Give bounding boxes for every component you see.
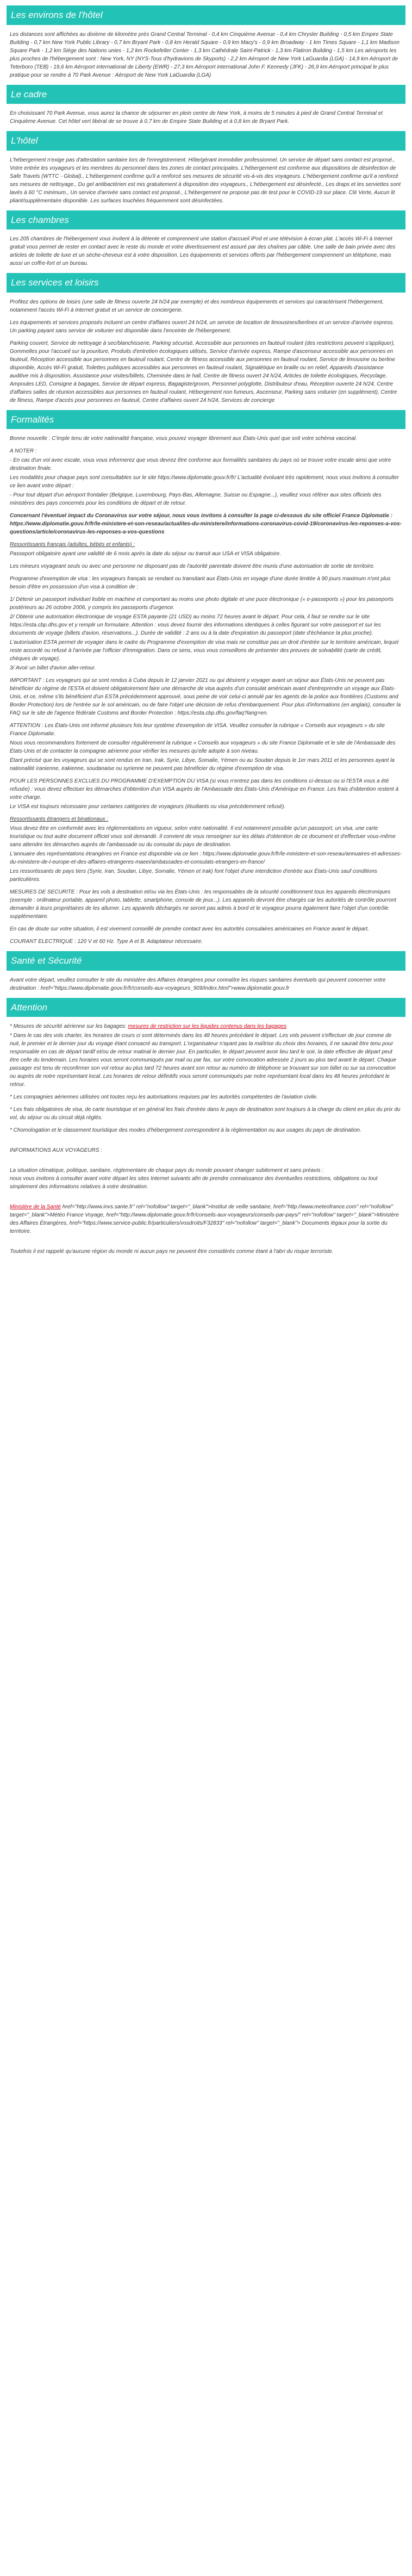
- important-line: POUR LES PERSONNES EXCLUES DU PROGRAMME D'EXEMPTION DU VISA (si vous n'entrez pas dans les conditions ci-dessus ou si l'ESTA vous a été refusée) : vous devez effectuer les démarches d'obtention d'un VISA auprès de l'Ambassade des États-Unis d'Amérique en France. Les frais d'obtention restent à votre charge.: [10, 778, 399, 800]
- links-text: href="http://www.invs.sante.fr" rel="nofollow" target="_blank">Institut de veille sanitaire, href="http://www.meteofrance.com" rel="nofollow" target="_blank">Météo France Voyage, href="http://www.diplomatie.gouv.fr/fr/conseils-aux-voyageurs/conseils-par-pays/" rel="nofollow" target="_blank">Ministère des Affaires Étrangères, href="https://www.service-public.fr/particuliers/vosdroits/F32833" rel="nofollow" target="_blank"> Documents légaux pour la sortie du territoire.: [10, 1204, 399, 1234]
- section-chambres: [7, 210, 405, 268]
- section-sante: [7, 951, 405, 992]
- section-attention: [7, 998, 405, 1256]
- foreign-line: Les ressortissants de pays tiers (Syrie, Iran, Soudan, Libye, Somalie, Yémen et Irak) font l'objet d'une interdiction d'entrée aux États-Unis sauf conditions particulières.: [10, 868, 377, 883]
- notice-line: - En cas d'un vol avec escale, vous vous informerez que vous devrez être conforme aux formalités sanitaires du pays où se trouve votre escale ainsi que votre destination finale.: [10, 457, 391, 471]
- attention-baggage-prefix: * Mesures de sécurité aérienne sur les bagages:: [10, 1023, 128, 1029]
- chambres-paragraph: Les 205 chambres de l'hébergement vous invitent à la détente et comprennent une station d'accueil iPod et une télévision à écran plat. L'accès Wi-Fi à Internet gratuit vous permet de rester en contact avec le reste du monde et votre divertissement est assuré par des chaînes par câble. Une salle de bain privée avec des articles de toilette de luxe et un sèche-cheveux est à votre disposition. Les équipements et services offerts par l'hébergement comprennent un téléphone, mais aussi un coffre-fort et un bureau.: [10, 236, 396, 266]
- attention-line: * Dans le cas des vols charter, les horaires de cours ci sont déterminés dans les 48 heures précédant le départ. Les vols peuvent s'effectuer de jour comme de nuit, le premier et le dernier jour du voyage étant consacré au transport. L'organisateur n'ayant pas la maîtrise du choix des horaires, il ne saurait être tenu pour responsable en cas de départ tardif et/ou de retour matinal le dernier jour. En particulier, le départ peuvent avoir lieu tard le soir, la date effective de départ peut être celle du lendemain. Les horaires vous seront communiqués par mail ou par fax, sur votre convocation adressée 2 jours au plus tard avant le départ. Chaque passager est tenu de reconfirmer son vol retour au plus tard 72 heures avant son retour au numéro de téléphone se trouvant sur son billet ou sur sa convocation ou auprès de notre représentant local. Les horaires de retour définitifs vous seront communiqués par notre représentant local dans les 48 heures précédant le retour.: [10, 1033, 396, 1088]
- section-title-formalites: Formalités: [7, 410, 405, 430]
- formalites-intro: Bonne nouvelle : C'imple tenu de votre nationalité française, vous pouvez voyager librement aux États-Unis quel que soit votre schéma vaccinal.: [10, 436, 357, 442]
- section-title-sante: Santé et Sécurité: [7, 951, 405, 971]
- ministere-sante-link[interactable]: Ministère de la Santé: [10, 1204, 61, 1210]
- section-title-hotel: L'hôtel: [7, 131, 405, 151]
- travellers-line: Les mineurs voyageant seuls ou avec une personne ne disposant pas de l'autorité parentale doivent être munis d'une autorisation de sortie de territoire.: [10, 563, 375, 569]
- important-line: Le VISA est toujours nécessaire pour certaines catégories de voyageurs (étudiants ou visa précédemment refusé).: [10, 804, 286, 810]
- important-line: Étant précisé que les voyageurs qui se sont rendus en Iran, Irak, Syrie, Libye, Somalie, Yémen ou au Soudan depuis le 1er mars 2011 et les personnes ayant la nationalité iranienne, irakienne, soudanaise ou syrienne ne peuvent pas bénéficier du régime d'exemption de visa.: [10, 758, 395, 772]
- travellers-line: 2/ Obtenir une autorisation électronique de voyage ESTA payante (21 USD) au moins 72 heures avant le départ. Pour cela, il faut se rendre sur le site https://esta.cbp.dhs.gov et y remplir un formulaire. Attention : vous devez fournir des informations identiques à celles figurant sur votre passeport et sur les documents de voyage (billets d'avion, réservations...). Durée de validité : 2 ans ou à la date d'expiration du passeport (date d'échéance la plus proche).: [10, 614, 381, 636]
- attention-line: * Les compagnies aériennes utilisées ont toutes reçu les autorisations requises par les autorités compétentes de l'aviation civile.: [10, 1094, 318, 1100]
- foreign-line: COURANT ELECTRIQUE : 120 V et 60 Hz. Type A et B. Adaptateur nécessaire.: [10, 939, 203, 945]
- travellers-line: L'autorisation ESTA permet de voyager dans le cadre du Programme d'exemption de visa mais ne constitue pas un droit d'entrée sur le territoire américain, lequel reste accordé ou refusé à l'arrivée par l'officier d'immigration. Dans ce sens, vous vous conseillons de présenter des preuves de solvabilité (carte de crédit, chèques de voyage).: [10, 640, 398, 662]
- section-title-attention: Attention: [7, 998, 405, 1017]
- section-title-services: Les services et loisirs: [7, 273, 405, 293]
- section-cadre: [7, 85, 405, 126]
- foreign-line: MESURES DE SECURITE : Pour les vols à destination et/ou via les États-Unis : les responsables de la sécurité conditionnent tous les appareils électroniques (exemple : ordinateur portable, appareil photo, tablette, smartphone, console de jeux...). Les appareils devront être chargés car les autorités de contrôle pourront demander à leurs propriétaires de les allumer. Les appareils déchargés ne seront pas admis à bord et le voyageur pourra également faire l'objet d'un contrôle supplémentaire.: [10, 889, 396, 920]
- section-hotel: [7, 131, 405, 205]
- covid-heading: Concernant l'éventuel impact du Coronavirus sur votre séjour, nous vous invitons à consulter la page ci-dessous du site officiel France Diplomatie :: [10, 513, 393, 519]
- foreign-line: Vous devez être en conformité avec les réglementations en vigueur, selon votre nationalité. Il est notamment possible qu'un passeport, un visa, une carte touristique ou tout autre document officiel vous soit demandé. Il convient de vous renseigner sur les délais d'obtention de ce document et d'effectuer vous-même sans attendre les démarches auprès de l'ambassade ou du consulat du pays de destination.: [10, 825, 396, 848]
- notice-line: Les modalités pour chaque pays sont consultables sur le site https://www.diplomatie.gouv.fr/fr/ L'actualité évoluant très rapidement, nous vous invitons à consulter ce lien avant votre départ :: [10, 475, 399, 489]
- attention-line: * Les frais obligatoires de visa, de carte touristique et en général les frais d'entrée dans le pays de destination sont toujours à la charge du client en plus du prix du vol, du séjour ou du circuit déjà réglés.: [10, 1107, 401, 1121]
- notice-line: - Pour tout départ d'un aéroport frontalier (Belgique, Luxembourg, Pays-Bas, Allemagne, Suisse ou Espagne...), veuillez vous référer aux sites officiels des ministères des pays concernés pour les conditions de départ et de retour.: [10, 492, 382, 506]
- section-services: [7, 273, 405, 405]
- attention-line: * Chomologation et le classement touristique des modes d'hébergement correspondent à la réglementation ou aux usages du pays de destination.: [10, 1127, 361, 1133]
- section-title-environs: Les environs de l'hôtel: [7, 5, 405, 25]
- services-paragraph-1: Profitez des options de loisirs (une salle de fitness ouverte 24 h/24 par exemple) et des nombreux équipements et services qui caractérisent l'hébergement, notamment l'accès Wi-Fi à Internet gratuit et un service de conciergerie.: [10, 299, 384, 313]
- section-title-chambres: Les chambres: [7, 210, 405, 230]
- section-environs: [7, 5, 405, 79]
- foreign-line: En cas de doute sur votre situation, il est vivement conseillé de prendre contact avec les autorités consulaires américaines en France avant le départ.: [10, 926, 369, 932]
- travellers-line: Passeport obligatoire ayant une validité de 6 mois après la date du séjour ou transit aux USA et VISA obligatoire.: [10, 551, 281, 557]
- hotel-paragraph: L'hébergement n'exige pas d'attestation sanitaire lors de l'enregistrement. Hôte/gérant immobilier professionnel. Un service de départ sans contact est proposé., Votre entrée les voyageurs et les membres du personnel dans les zones de contact principales. L'hébergement est conforme aux dispositions de désinfection de Safe Travels (WTTC - Global)., L'hébergement confirme qu'il a renforcé ses mesures de sécurité vis-à-vis des voyageurs. L'hébergement confirme qu'il a renforcé ses mesures de nettoyage., Du gel antibactérien est mis gratuitement à disposition des voyageurs., L'hébergement est désinfecté., Les draps et les serviettes sont lavés à 60 °C minimum., Un service d'arrivée sans contact est proposé., L'hébergement ne propose pas de test pour le COVID-19 sur place. Clé Verte, Aucun lit pliant/supplémentaire disponible. Les surfaces touchées fréquemment sont désinfectées.: [10, 157, 401, 204]
- travellers-label: Ressortissants français (adultes, bébés et enfants) :: [10, 542, 135, 548]
- important-line: ATTENTION : Les États-Unis ont informé plusieurs fois leur système d'exemption de VISA. Veuillez consulter la rubrique « Conseils aux voyageurs » du site France Diplomatie.: [10, 723, 385, 737]
- cadre-paragraph: En choisissant 70 Park Avenue, vous aurez la chance de séjourner en plein centre de New York, à moins de 5 minutes à pied de Grand Central Terminal et Cinquième Avenue. Cet hôtel vert libéral de se trouve à 0,7 km de Empire State Building et à 0,8 km de Bryant Park.: [10, 110, 383, 125]
- liquids-restriction-link[interactable]: mesures de restriction sur les liquides contenus dans les bagages: [128, 1023, 287, 1029]
- sante-paragraph: Avant votre départ, veuillez consulter le site du ministère des Affaires étrangères pour connaître les risques sanitaires éventuels qui peuvent concerner votre destination : href="https://www.diplomatie.gouv.fr/fr/conseils-aux-voyageurs_909/index.html">www.diplomatie.gouv.fr: [10, 977, 386, 991]
- attention-baggage-line: [10, 1022, 402, 1031]
- important-line: Nous vous recommandons fortement de consulter régulièrement la rubrique « Conseils aux voyageurs » du site France Diplomatie et le site de l'Ambassade des États-Unis et de contacter la compagnie aérienne pour vérifier les mesures qu'elle adopte à son niveau.: [10, 740, 396, 754]
- foreign-label: Ressortissants étrangers et binationaux :: [10, 816, 109, 822]
- environs-paragraph: Les distances sont affichées au dixième de kilomètre près Grand Central Terminal - 0,4 km Cinquième Avenue - 0,4 km Chrysler Building - 0,5 km Empire State Building - 0,7 km New York Public Library - 0,7 km Bryant Park - 0,8 km Herald Square - 0,9 km Macy's - 0,9 km Broadway - 1 km Times Square - 1,1 km Madison Square Park - 1,2 km Siège des Nations unies - 1,2 km Rockefeller Center - 1,3 km Cathédrale Saint-Patrick - 1,3 km Flatiron Building - 1,5 km Les aéroports les plus proches de l'hébergement sont : New York, NY (NYS-Tous d'hydravions de Skyports) - 2,2 km Aéroport de New York LaGuardia (LGA) - 14,9 km Aéroport de Teterboro (TEB) - 19,6 km Aéroport international de Liberty (EWR) - 27,3 km Aéroport international John F. Kennedy (JFK) - 26,9 km Aéroport principal le plus pratique pour se rendre à 70 Park Avenue : Aéroport de New York LaGuardia (LGA): [10, 31, 399, 78]
- travellers-line: 3/ Avoir un billet d'avion aller-retour.: [10, 665, 96, 671]
- important-line: IMPORTANT : Les voyageurs qui se sont rendus à Cuba depuis le 12 janvier 2021 ou qui désirent y voyager avant un séjour aux États-Unis ne peuvent pas bénéficier du régime de l'ESTA et doivent obligatoirement faire une démarche de visa auprès d'un consulat américain avant d'entreprendre un voyage aux États-Unis, et ce, même s'ils bénéficient d'un ESTA précédemment approuvé, sous peine de voir celui-ci annulé par les agents de la police aux frontières (Customs and Border Protection) lors de l'entrée sur le sol américain, ou de faire l'objet une décision de refus d'embarquement. Pour plus d'informations (en anglais), consulter la FAQ sur le site de l'agence fédérale Customs and Border Protection : https://esta.cbp.dhs.gov/faq?lang=en.: [10, 678, 401, 716]
- services-paragraph-3: Parking couvert, Service de nettoyage à sec/blanchisserie, Parking sécurisé, Accessible aux personnes en fauteuil roulant (des restrictions peuvent s'appliquer), Gommelles pour l'accueil sur la pouriture, Produits d'entretien écologiques utilisés, Service d'arrivée express, Rampe d'ascenseur accessible aux personnes en fauteuil, Réception accessible aux personnes en fauteuil roulant, Centre de fitness accessible aux personnes en fauteuil roulant, Service de limousine ou berline disponible, Accès Wi-Fi gratuit, Toilettes publiques accessibles aux personnes en fauteuil roulant, Signalétique en braille ou en relief, Appareils d'assistance auditive mis à disposition, Assistance pour visites/billets, Cheminée dans le hall, Centre de fitness ouvert 24 h/24, Articles de toilette écologiques, Recyclage, Ampoules LED, Consigne à bagages, Service de départ express, Bagagiste/groom, Personnel polyglotte, Distributeur d'eau, Réception ouverte 24 h/24, Centre d'affaires salles de réunion accessibles aux personnes en fauteuil roulant, Hébergement non fumeurs, Ascenseur, Parking sans voiturier (en supplément), Centre de fitness, Rampe d'accès pour personnes en fauteuil, Centre d'affaires ouvert 24 h/24, Services de concierge: [10, 340, 397, 404]
- info-line: nous vous invitons à consulter avant votre départ les sites Internet suivants afin de prendre connaissance des éventuelles restrictions, obligations ou tout simplement des informations relatives à votre destination.: [10, 1176, 378, 1190]
- travellers-line: Programme d'exemption de visa : les voyageurs français se rendant ou transitant aux États-Unis en voyage d'une durée limitée à 90 jours maximum n'ont plus besoin d'être en possession d'un visa à condition de :: [10, 576, 391, 590]
- section-title-cadre: Le cadre: [7, 85, 405, 104]
- foreign-line: L'annuaire des représentations étrangères en France est disponible via ce lien : https://www.diplomatie.gouv.fr/fr/le-ministere-et-son-reseau/annuaires-et-adresses-du-ministere-de-l-europe-et-des-affaires-etrangeres-maeei/ambassades-et-consulats-etrangers-en-france/: [10, 851, 402, 865]
- services-paragraph-2: Les équipements et services proposés incluent un centre d'affaires ouvert 24 h/24, un service de location de limousines/berlines et un service d'arrivée express. Un parking payant sans service de voiturier est disponible dans l'enceinte de l'hébergement.: [10, 319, 394, 334]
- info-line: La situation climatique, politique, sanitaire, réglementaire de chaque pays du monde pouvant changer subitement et sans préavis :: [10, 1168, 324, 1174]
- info-label: INFORMATIONS AUX VOYAGEURS :: [10, 1147, 103, 1153]
- notice-label: A NOTER :: [10, 448, 37, 454]
- travellers-line: 1/ Détenir un passeport individuel lisible en machine et comportant au moins une photo digitale et une puce électronique (« e-passeports ») pour les passeports postérieurs au 26 octobre 2006, y compris les passeports d'urgence.: [10, 597, 394, 611]
- links-paragraph: [10, 1203, 402, 1236]
- section-formalites: [7, 410, 405, 946]
- covid-link[interactable]: https://www.diplomatie.gouv.fr/fr/le-ministere-et-son-reseau/actualites-du-ministere/informations-coronavirus-covid-19/coronavirus-les-reponses-a-vos-questions/article/coronavirus-les-reponses-a-vos-questions: [10, 521, 402, 535]
- page-content: [0, 0, 412, 1260]
- terror-risk-note: Toutefois il est rappelé qu'aucune région du monde ni aucun pays ne peuvent être considérés comme étant à l'abri du risque terroriste.: [10, 1249, 334, 1255]
